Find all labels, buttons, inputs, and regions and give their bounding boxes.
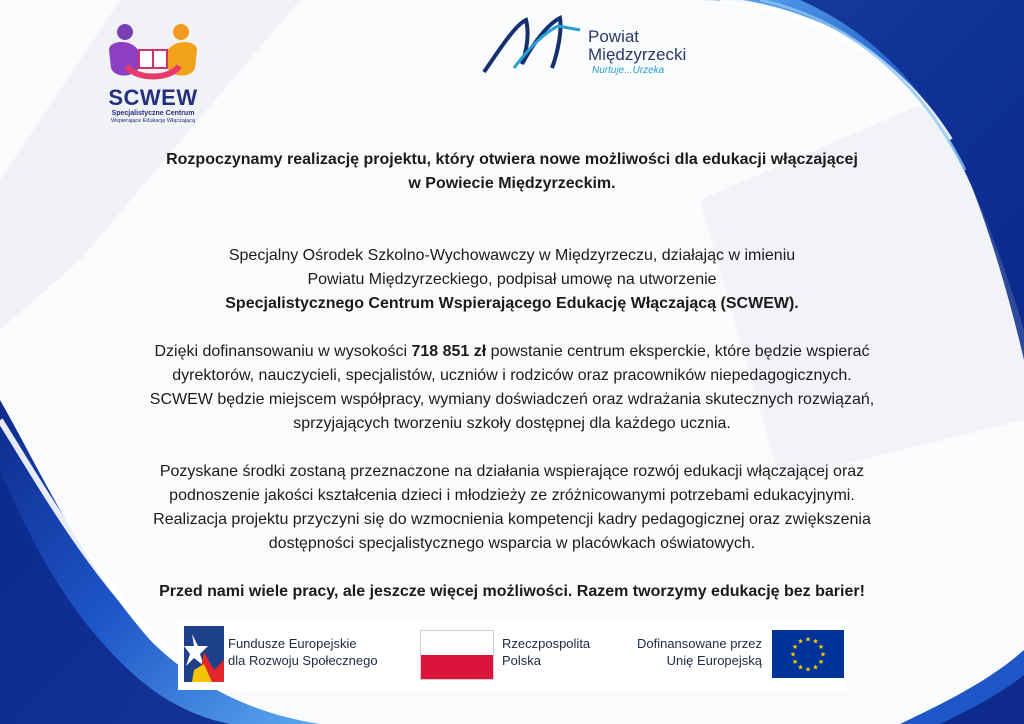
- funding-logos-bar: [178, 620, 846, 690]
- powiat-name-line2: Międzyrzecki: [588, 45, 687, 64]
- paragraph-2-prefix: Dzięki dofinansowaniu w wysokości: [154, 343, 412, 360]
- paragraph-3-line1: Pozyskane środki zostaną przeznaczone na działania wspierające rozwój edukacji włączającej oraz: [159, 463, 865, 480]
- republic-of-poland-label: [502, 635, 590, 669]
- paragraph-1-line3: Specjalistycznego Centrum Wspierającego Edukację Włączającą (SCWEW).: [225, 295, 799, 312]
- eu-flag-icon: [772, 630, 844, 678]
- republic-of-poland-line2: Polska: [502, 653, 542, 668]
- european-funds-line2: dla Rozwoju Społecznego: [228, 653, 378, 668]
- paragraph-2-line1: [60, 340, 964, 364]
- european-funds-icon: [184, 626, 224, 682]
- eu-star: ★: [817, 643, 825, 651]
- eu-star: ★: [797, 637, 804, 646]
- powiat-tagline: Nurtuje...Urzeka: [592, 65, 665, 76]
- paragraph-2-line3: SCWEW będzie miejscem współpracy, wymiany doświadczeń oraz wdrażania skutecznych rozwiązań,: [149, 391, 875, 408]
- scwew-subtitle: Specjalistyczne Centrum: [111, 110, 195, 117]
- closing-statement: Przed nami wiele pracy, ale jeszcze więcej możliwości. Razem tworzymy edukację bez barier!: [159, 583, 865, 600]
- powiat-name-line1: Powiat: [588, 27, 640, 46]
- paragraph-2-suffix: powstanie centrum eksperckie, które będzie wspierać: [486, 343, 870, 360]
- poland-flag-icon: [420, 630, 494, 680]
- paragraph-1-line1: Specjalny Ośrodek Szkolno-Wychowawczy w Międzyrzeczu, działając w imieniu: [228, 247, 796, 264]
- eu-star: ★: [817, 658, 825, 666]
- headline-line2: w Powiecie Międzyrzeckim.: [408, 175, 616, 192]
- paragraph-2-line4: sprzyjających tworzeniu szkoły dostępnej dla każdego ucznia.: [293, 415, 731, 432]
- paragraph-3-line3: Realizacja projektu przyczyni się do wzmocnienia kompetencji kadry pedagogicznej oraz zwiększenia: [153, 511, 871, 528]
- eu-cofunded-line2: Unię Europejską: [666, 653, 762, 668]
- paragraph-2-line2: dyrektorów, nauczycieli, specjalistów, uczniów i rodziców oraz pracowników niepedagogicznych.: [172, 367, 852, 384]
- wave-m-icon: [478, 12, 586, 80]
- european-funds-label: [228, 635, 378, 669]
- eu-cofunded-label: [626, 635, 762, 669]
- paragraph-3-line4: dostępności specjalistycznego wsparcia w placówkach oświatowych.: [268, 535, 756, 552]
- people-book-icon: [105, 20, 201, 86]
- eu-star: ★: [819, 650, 827, 659]
- paragraph-3-line2: podnoszenie jakości kształcenia dzieci i młodzieży ze zróżnicowanymi potrzebami edukacyjnymi.: [169, 487, 855, 504]
- eu-star: ★: [804, 635, 812, 644]
- eu-star: ★: [791, 643, 799, 651]
- paragraph-1-line2: Powiatu Międzyrzeckiego, podpisał umowę na utworzenie: [307, 271, 717, 288]
- eu-star: ★: [812, 637, 819, 646]
- powiat-logo: [478, 12, 708, 84]
- scwew-subtitle-2: Wspierające Edukację Włączającą: [110, 118, 196, 124]
- republic-of-poland-line1: Rzeczpospolita: [502, 636, 591, 651]
- eu-star: ★: [797, 663, 804, 672]
- eu-cofunded-line1: Dofinansowane przez: [636, 636, 762, 651]
- eu-star: ★: [791, 658, 799, 666]
- eu-star: ★: [804, 665, 812, 674]
- funding-amount: 718 851 zł: [411, 343, 487, 360]
- headline-line1: Rozpoczynamy realizację projektu, który otwiera nowe możliwości dla edukacji włączającej: [166, 151, 858, 168]
- european-funds-line1: Fundusze Europejskie: [228, 636, 357, 651]
- scwew-title: SCWEW: [108, 85, 198, 110]
- eu-star: ★: [789, 650, 797, 659]
- announcement-body: [60, 148, 964, 604]
- scwew-logo: [98, 20, 208, 138]
- eu-star: ★: [812, 663, 819, 672]
